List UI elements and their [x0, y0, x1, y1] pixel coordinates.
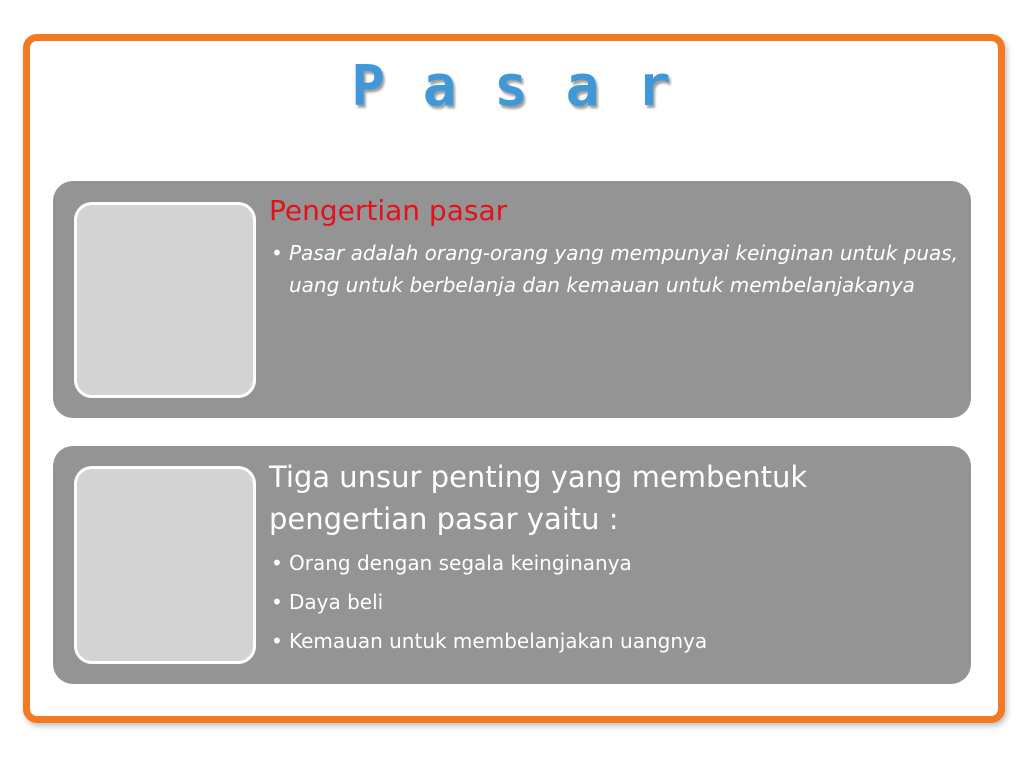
bullet-icon: • [271, 629, 283, 653]
block-heading [269, 456, 961, 540]
block-heading-text: Tiga unsur penting yang membentuk pengertian pasar yaitu : [269, 460, 808, 536]
bullet-item [269, 237, 961, 301]
bullet-item [269, 544, 961, 583]
bullet-list [269, 237, 961, 301]
content-block-definition [53, 181, 971, 418]
bullet-text: Kemauan untuk membelanjakan uangnya [289, 629, 708, 653]
bullet-icon: • [271, 241, 283, 265]
image-placeholder [74, 202, 256, 398]
bullet-item [269, 622, 961, 661]
block-heading: Pengertian pasar [269, 194, 508, 227]
bullet-text: Orang dengan segala keinginanya [289, 551, 632, 575]
bullet-text: Daya beli [289, 590, 384, 614]
bullet-list [269, 544, 961, 661]
image-placeholder [74, 466, 256, 664]
content-block-elements [53, 446, 971, 684]
slide-title: P a s a r [351, 54, 673, 119]
bullet-icon: • [271, 551, 283, 575]
bullet-icon: • [271, 590, 283, 614]
block-content [269, 456, 961, 661]
bullet-text: Pasar adalah orang-orang yang mempunyai keinginan untuk puas, uang untuk berbelanja dan kemauan untuk membelanjakanya [289, 241, 959, 297]
block-content [269, 191, 961, 301]
bullet-item [269, 583, 961, 622]
